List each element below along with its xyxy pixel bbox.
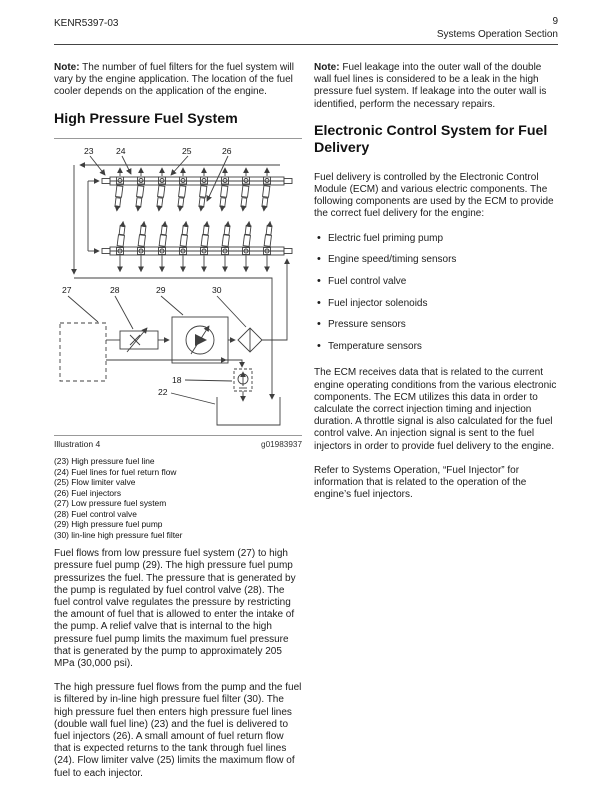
control-valve-symbol: [106, 328, 158, 352]
callout-29: 29: [156, 285, 166, 296]
injector: [222, 221, 232, 271]
body-paragraph: Fuel delivery is controlled by the Electronic Control Module (ECM) and various electric components. The following components are used by the ECM to provide the correct fuel delivery for the engine:: [314, 171, 554, 220]
injector: [135, 168, 145, 211]
injector: [198, 168, 208, 211]
low-pressure-system-box: [60, 323, 106, 381]
injector: [114, 168, 124, 211]
legend-item: (24) Fuel lines for fuel return flow: [54, 466, 177, 477]
body-paragraph: Refer to Systems Operation, “Fuel Injector” for information that is related to the operation of the engine’s fuel injectors.: [314, 464, 527, 501]
check-valve-symbol: [234, 369, 252, 391]
component-list: [314, 233, 560, 354]
figure-graphic-id: g01983937: [261, 440, 302, 450]
callout-30: 30: [212, 285, 222, 296]
note-text: Fuel leakage into the outer wall of the double wall fuel lines is considered to be a leak in the high pressure fuel system. If leakage into the outer wall is identified, perform the necessary repairs.: [314, 62, 547, 110]
figure-caption-row: [54, 435, 302, 449]
section-title: Systems Operation Section: [436, 29, 558, 40]
pump-symbol: [172, 317, 228, 363]
fuel-system-diagram: [54, 141, 302, 435]
header-rule: [54, 44, 558, 45]
figure-top-rule: [54, 138, 302, 139]
injector: [261, 168, 271, 211]
injector: [180, 221, 190, 271]
injector: [159, 221, 169, 271]
filter-symbol: [238, 328, 262, 352]
injector: [201, 221, 211, 271]
leader-25: [171, 156, 188, 175]
list-item: • Electric fuel priming pump: [328, 233, 560, 245]
note-paragraph: [54, 62, 302, 99]
note-label: Note:: [54, 62, 80, 73]
figure-legend: [54, 456, 302, 540]
legend-item: (25) Flow limiter valve: [54, 477, 136, 488]
callout-27: 27: [62, 285, 72, 296]
list-item: • Fuel control valve: [328, 276, 560, 288]
injector: [243, 221, 253, 271]
injector: [156, 168, 166, 211]
legend-item: (30) lin-line high pressure fuel filter: [54, 529, 183, 540]
injector: [264, 221, 274, 271]
leader-28: [115, 296, 133, 329]
legend-item: (28) Fuel control valve: [54, 508, 137, 519]
legend-item: (27) Low pressure fuel system: [54, 498, 167, 509]
list-item: • Temperature sensors: [328, 341, 560, 353]
legend-item: (26) Fuel injectors: [54, 487, 122, 498]
leader-29: [161, 296, 183, 315]
leader-30: [217, 296, 246, 327]
return-to-tank-line: [106, 360, 242, 367]
callout-26: 26: [222, 146, 232, 157]
body-paragraph: The high pressure fuel flows from the pump and the fuel is filtered by in-line high pressure fuel filter (30). The high pressure fuel then enters high pressure fuel lines (double wall fuel line) (23) and the fuel is delivered to fuel injectors (26). A small amount of fuel return flow that is expected returns to the tank through fuel lines (24). Flow limiter valve (25) limits the maximum flow of fuel to each injector.: [54, 682, 302, 779]
left-column: [54, 62, 302, 792]
supply-to-rail-line: [262, 259, 287, 340]
right-column: [314, 62, 560, 513]
callout-24: 24: [116, 146, 126, 157]
callout-28: 28: [110, 285, 120, 296]
injector: [219, 168, 229, 211]
heading-electronic-control-system: Electronic Control System for Fuel Delivery: [314, 122, 548, 157]
injector: [177, 168, 187, 211]
figure-caption: Illustration 4: [54, 439, 101, 450]
list-item: • Pressure sensors: [328, 319, 560, 331]
leader-23: [90, 156, 105, 175]
leader-18: [185, 380, 232, 381]
note-label: Note:: [314, 62, 340, 73]
page-number: 9: [552, 16, 558, 27]
callout-18: 18: [172, 375, 182, 386]
fuel-tank: [217, 397, 280, 425]
note-text: The number of fuel filters for the fuel system will vary by the engine application. The location of the fuel cooler depends on the application of the engine.: [54, 62, 294, 98]
figure-high-pressure-fuel-system: [54, 138, 302, 540]
heading-high-pressure-fuel-system: High Pressure Fuel System: [54, 110, 238, 127]
callout-23: 23: [84, 146, 94, 157]
legend-item: (29) High pressure fuel pump: [54, 519, 163, 530]
leader-22: [171, 393, 215, 404]
callout-22: 22: [158, 387, 168, 398]
injector: [138, 221, 148, 271]
note-paragraph: [314, 62, 560, 111]
body-paragraph: The ECM receives data that is related to the current engine operating conditions from the various electronic components. The ECM utilizes this data in order to calculate the correct injection timing and injection duration. A throttle signal is also calculated for the fuel control valve. An injection signal is sent to the fuel injectors in order to provide fuel delivery to the engine.: [314, 367, 557, 452]
leader-27: [68, 296, 98, 322]
document-number: KENR5397-03: [54, 18, 119, 29]
list-item: • Fuel injector solenoids: [328, 298, 560, 310]
list-item: • Engine speed/timing sensors: [328, 254, 560, 266]
injector: [117, 221, 127, 271]
callout-25: 25: [182, 146, 192, 157]
injector: [240, 168, 250, 211]
body-paragraph: Fuel flows from low pressure fuel system (27) to high pressure fuel pump (29). The high pressure fuel pump pressurizes the fuel. The pressure that is generated by the pump is regulated by fuel control valve (28). The fuel control valve regulates the pressure by restricting the amount of fuel that is allowed to enter the intake of the pump. A relief valve that is internal to the high pressure fuel pump limits the maximum fuel pressure that is generated by the pump to approximately 205 MPa (30,000 psi).: [54, 548, 296, 669]
legend-item: (23) High pressure fuel line: [54, 456, 155, 467]
